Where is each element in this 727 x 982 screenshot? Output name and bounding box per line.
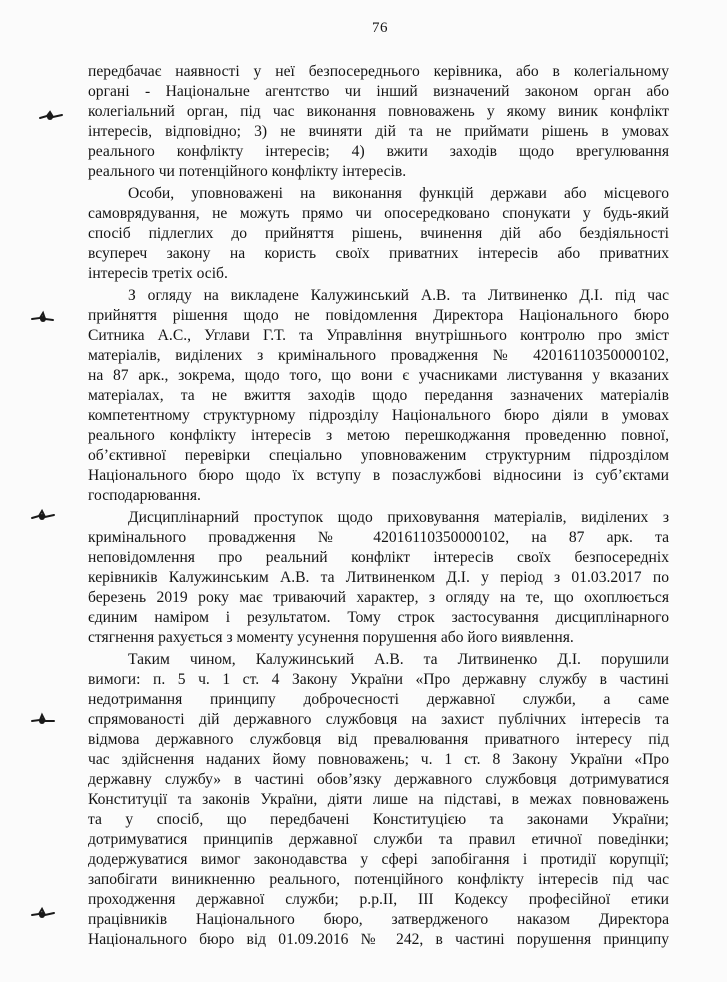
margin-pen-mark-icon xyxy=(30,905,56,923)
text-line: Конституції та законів України, діяти лише на підставі, в межах повноважень xyxy=(88,791,669,808)
text-line: дотримуватися принципів державної служби та правил етичної поведінки; xyxy=(88,831,669,848)
paragraph-1 xyxy=(88,62,669,182)
text-line: компетентному структурному підрозділу Національного бюро діяли в умовах xyxy=(88,407,669,424)
text-line: прийняття рішення щодо не повідомлення Директора Національного бюро xyxy=(88,307,669,324)
text-line: та у спосіб, що передбачені Конституцією та законами України; xyxy=(88,811,669,828)
text-line: об’єктивної перевірки спеціально уповноваженим структурним підрозділом xyxy=(88,447,669,464)
text-line: передбачає наявності у неї безпосереднього керівника, або в колегіальному xyxy=(88,63,669,80)
text-line: Особи, уповноважені на виконання функцій держави або місцевого xyxy=(128,185,669,202)
text-line: проходження державної служби; р.р.II, III Кодексу професійної етики xyxy=(88,891,669,908)
text-line: спрямованості дій державного службовця на захист публічних інтересів та xyxy=(88,711,669,728)
margin-pen-mark-icon xyxy=(30,507,56,525)
text-line: спосіб підлеглих до прийняття рішень, вчинення дій або бездіяльності xyxy=(88,225,669,242)
text-line: запобігати виникненню реального, потенційного конфлікту інтересів під час xyxy=(88,871,669,888)
text-line: недотримання принципу доброчесності державної служби, а саме xyxy=(88,691,669,708)
text-line: Дисциплінарний проступок щодо приховування матеріалів, виділених з xyxy=(128,509,669,526)
text-line: кримінального провадження № 42016110350000102, на 87 арк. та xyxy=(88,529,669,546)
text-line: додержуватися вимог законодавства у сфері запобігання і протидії корупції; xyxy=(88,851,669,868)
text-line: державну службу» в частині обов’язку державного службовця дотримуватися xyxy=(88,771,669,788)
margin-pen-mark-icon xyxy=(38,108,64,126)
page-number: 76 xyxy=(372,20,388,36)
text-line: всупереч закону на користь своїх приватних інтересів або приватних xyxy=(88,245,669,262)
document-body xyxy=(88,62,669,950)
text-line: Ситника А.С., Углави Г.Т. та Управління внутрішнього контролю про зміст xyxy=(88,327,669,344)
text-line: колегіальний орган, під час виконання повноважень у якому виник конфлікт xyxy=(88,103,669,120)
text-line: органі - Національне агентство чи інший визначений законом орган або xyxy=(88,83,669,100)
text-line: інтересів третіх осіб. xyxy=(88,265,228,282)
text-line: березень 2019 року має триваючий характер, з огляду на те, що охоплюється xyxy=(88,589,669,606)
paragraph-2 xyxy=(88,184,669,284)
text-line: стягнення рахується з моменту усунення порушення або його виявлення. xyxy=(88,629,574,646)
paragraph-3 xyxy=(88,286,669,506)
text-line: реального конфлікту інтересів з метою перешкоджання проведенню повної, xyxy=(88,427,669,444)
margin-pen-mark-icon xyxy=(30,310,56,328)
text-line: єдиним наміром і результатом. Тому строк застосування дисциплінарного xyxy=(88,609,669,626)
text-line: вимоги: п. 5 ч. 1 ст. 4 Закону України «Про державну службу в частині xyxy=(88,671,669,688)
text-line: реального чи потенційного конфлікту інтересів. xyxy=(88,163,407,180)
text-line: керівників Калужинським А.В. та Литвиненком Д.І. у період з 01.03.2017 по xyxy=(88,569,669,586)
text-line: Таким чином, Калужинський А.В. та Литвиненко Д.І. порушили xyxy=(128,651,669,668)
text-line: матеріалів, виділених з кримінального провадження № 42016110350000102, xyxy=(88,347,669,364)
text-line: самоврядування, не можуть прямо чи опосередковано спонукати у будь-який xyxy=(88,205,669,222)
text-line: матеріалах, та не вжиття заходів щодо передання зазначених матеріалів xyxy=(88,387,669,404)
text-line: З огляду на викладене Калужинський А.В. та Литвиненко Д.І. під час xyxy=(128,287,669,304)
margin-pen-mark-icon xyxy=(30,712,56,730)
text-line: Національного бюро від 01.09.2016 № 242, в частині порушення принципу xyxy=(88,931,669,948)
paragraph-4 xyxy=(88,508,669,648)
text-line: час здійснення наданих йому повноважень; ч. 1 ст. 8 Закону України «Про xyxy=(88,751,669,768)
text-line: інтересів, відповідно; 3) не вчиняти дій та не приймати рішень в умовах xyxy=(88,123,669,140)
text-line: Національного бюро щодо їх вступу в позаслужбові відносини із суб’єктами xyxy=(88,467,669,484)
text-line: реального конфлікту інтересів; 4) вжити заходів щодо врегулювання xyxy=(88,143,669,160)
text-line: неповідомлення про реальний конфлікт інтересів своїх безпосередніх xyxy=(88,549,669,566)
text-line: господарювання. xyxy=(88,487,201,504)
text-line: відмова державного службовця від превалювання приватного інтересу під xyxy=(88,731,669,748)
text-line: на 87 арк., зокрема, щодо того, що вони є учасниками листування у вказаних xyxy=(88,367,669,384)
paragraph-5 xyxy=(88,650,669,950)
text-line: працівників Національного бюро, затвердженого наказом Директора xyxy=(88,911,669,928)
